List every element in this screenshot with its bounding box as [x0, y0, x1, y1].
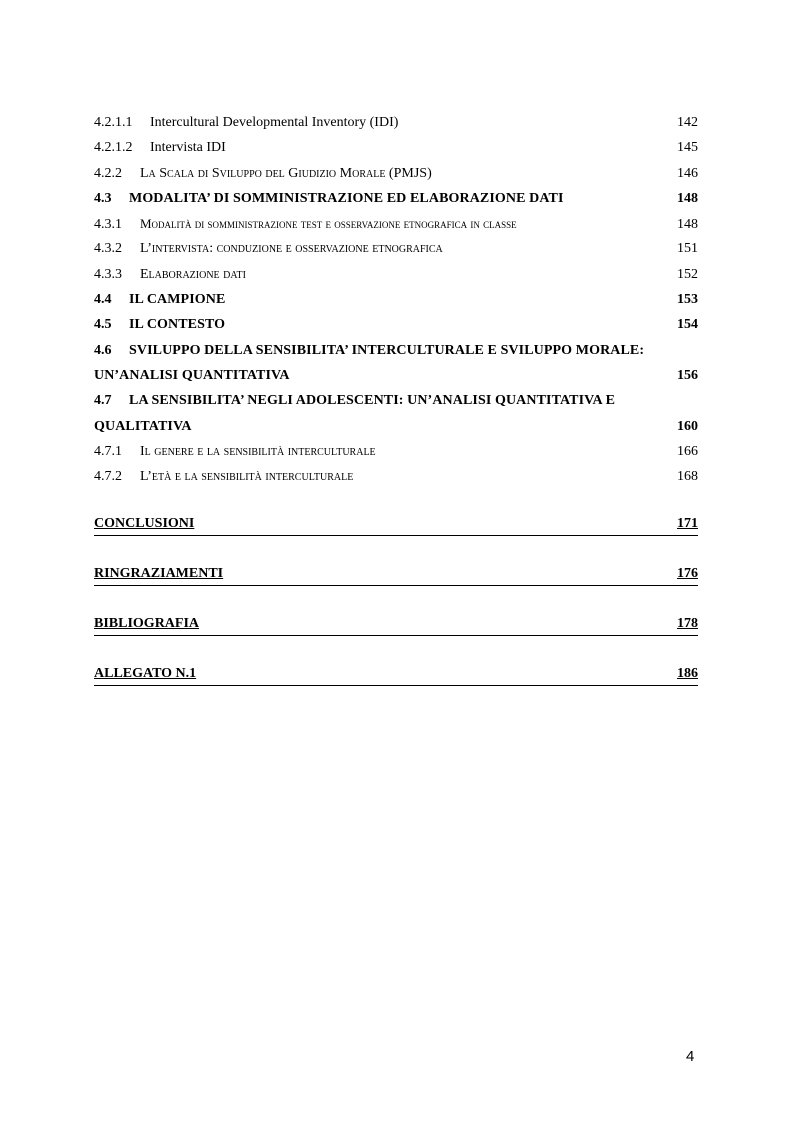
toc-entry-4-3-1[interactable]	[94, 211, 698, 236]
toc-page: 156	[677, 367, 698, 383]
toc-number: 4.7.1	[94, 443, 122, 459]
toc-entry-4-7-line1[interactable]	[94, 388, 698, 413]
toc-number: 4.5	[94, 317, 112, 333]
toc-title: Intercultural Developmental Inventory (IDI)	[150, 115, 399, 130]
toc-title: IL CONTESTO	[129, 317, 226, 333]
toc-number: 4.6	[94, 342, 112, 358]
toc-title: SVILUPPO DELLA SENSIBILITA’ INTERCULTURALE E SVILUPPO MORALE:	[129, 342, 645, 358]
toc-title: MODALITA’ DI SOMMINISTRAZIONE ED ELABORAZIONE DATI	[129, 190, 564, 206]
toc-title: Intervista IDI	[150, 140, 226, 156]
toc-entry-4-2-1-2[interactable]	[94, 135, 698, 160]
toc-number: 4.3	[94, 190, 112, 206]
toc-title-continued: UN’ANALISI QUANTITATIVA	[94, 367, 290, 383]
toc-chapter-title: RINGRAZIAMENTI	[94, 566, 224, 582]
toc-page: 151	[677, 241, 698, 257]
toc-page: 160	[677, 418, 698, 434]
toc-title: Modalità di somministrazione test e osservazione etnografica in classe	[140, 216, 517, 232]
toc-spacer	[94, 489, 698, 513]
toc-entry-4-2-2[interactable]	[94, 161, 698, 186]
toc-page: 154	[677, 317, 698, 333]
toc-chapter-allegato[interactable]	[94, 663, 698, 686]
toc-page: 145	[677, 140, 698, 156]
toc-page: 153	[677, 292, 698, 308]
toc-page: 152	[677, 266, 698, 282]
toc-chapter-title: BIBLIOGRAFIA	[94, 616, 200, 632]
toc-entry-4-3-3[interactable]	[94, 262, 698, 287]
toc-chapter-page: 176	[677, 566, 698, 582]
toc-number: 4.3.1	[94, 217, 122, 233]
table-of-contents	[94, 110, 698, 713]
toc-number: 4.3.2	[94, 241, 122, 257]
toc-number: 4.2.1.2	[94, 140, 133, 156]
toc-title: Elaborazione dati	[140, 266, 246, 282]
toc-chapter-bibliografia[interactable]	[94, 613, 698, 636]
toc-title: L’intervista: conduzione e osservazione etnografica	[140, 241, 443, 257]
toc-chapter-page: 171	[677, 516, 698, 532]
toc-page: 148	[677, 217, 698, 233]
toc-chapter-page: 186	[677, 666, 698, 682]
toc-chapter-ringraziamenti[interactable]	[94, 563, 698, 586]
toc-number: 4.7	[94, 393, 112, 409]
toc-entry-4-7-2[interactable]	[94, 464, 698, 489]
toc-title: IL CAMPIONE	[129, 292, 226, 308]
toc-title: L’età e la sensibilità interculturale	[140, 469, 354, 485]
toc-chapter-title: ALLEGATO N.1	[94, 666, 197, 682]
toc-page: 148	[677, 190, 698, 206]
toc-chapter-page: 178	[677, 616, 698, 632]
toc-page: 166	[677, 443, 698, 459]
toc-entry-4-4[interactable]	[94, 287, 698, 312]
toc-title-continued: QUALITATIVA	[94, 418, 192, 434]
toc-chapter-title: CONCLUSIONI	[94, 516, 195, 532]
toc-entry-4-6-line1[interactable]	[94, 338, 698, 363]
toc-entry-4-7-line2[interactable]	[94, 414, 698, 439]
toc-page: 146	[677, 165, 698, 181]
toc-entry-4-5[interactable]	[94, 312, 698, 337]
toc-number: 4.7.2	[94, 469, 122, 485]
toc-page: 142	[677, 115, 698, 130]
toc-number: 4.4	[94, 292, 112, 308]
toc-title: Il genere e la sensibilità interculturale	[140, 443, 376, 459]
toc-entry-4-3-2[interactable]	[94, 236, 698, 261]
toc-number: 4.2.2	[94, 165, 122, 181]
toc-entry-4-3[interactable]	[94, 186, 698, 211]
toc-title: La Scala di Sviluppo del Giudizio Morale (PMJS)	[140, 165, 432, 181]
toc-page: 168	[677, 469, 698, 485]
toc-chapter-conclusioni[interactable]	[94, 513, 698, 536]
toc-entry-4-7-1[interactable]	[94, 439, 698, 464]
toc-entry-4-6-line2[interactable]	[94, 363, 698, 388]
toc-number: 4.3.3	[94, 266, 122, 282]
page-number: 4	[686, 1048, 695, 1065]
toc-number: 4.2.1.1	[94, 115, 133, 130]
toc-entry-4-2-1-1[interactable]	[94, 110, 698, 135]
toc-title: LA SENSIBILITA’ NEGLI ADOLESCENTI: UN’ANALISI QUANTITATIVA E	[129, 393, 616, 409]
